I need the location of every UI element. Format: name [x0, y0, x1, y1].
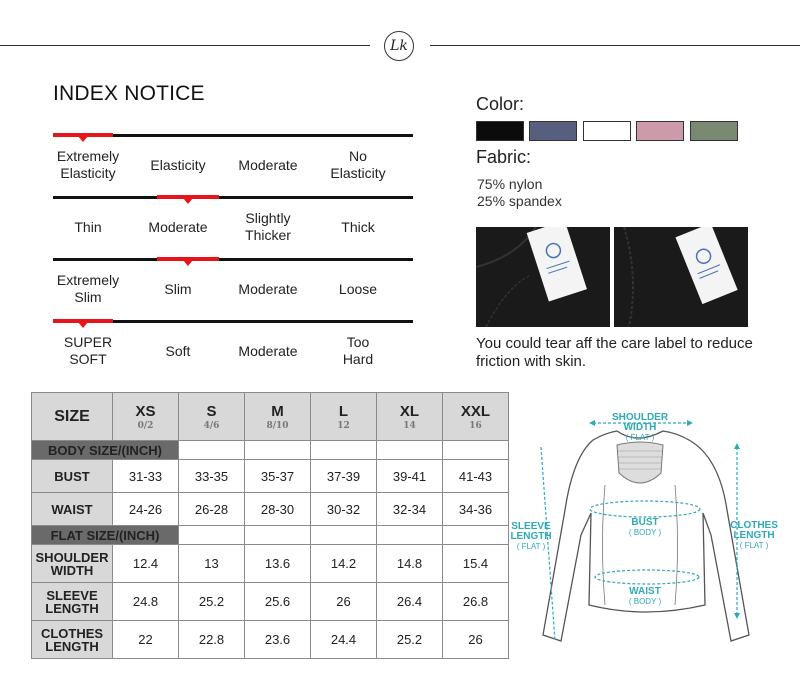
value-cell: 14.2 [311, 545, 377, 583]
empty-cell [443, 441, 509, 460]
shoulder-width-label: SHOULDER WIDTH ( FLAT ) [611, 412, 669, 442]
table-row [32, 493, 509, 526]
size-number: 12 [337, 420, 350, 431]
waist-label: WAIST ( BODY ) [628, 586, 662, 606]
color-swatch[interactable] [636, 121, 684, 141]
value-cell: 12.4 [113, 545, 179, 583]
empty-cell [245, 526, 311, 545]
value-cell: 26.4 [377, 583, 443, 621]
size-number: 4/6 [203, 420, 220, 431]
size-name: L [338, 402, 349, 420]
size-chart-table [31, 392, 509, 659]
value-cell: 26 [311, 583, 377, 621]
header-divider-right [430, 45, 800, 46]
value-cell: 25.2 [377, 621, 443, 659]
empty-cell [443, 526, 509, 545]
color-swatch[interactable] [690, 121, 738, 141]
fabric-nylon: 75% nylon [477, 176, 543, 192]
color-swatch[interactable] [529, 121, 577, 141]
index-option: Soft [165, 343, 191, 359]
color-label: Color: [476, 94, 525, 114]
table-header-row [32, 393, 509, 441]
value-cell: 22 [113, 621, 179, 659]
index-option: No Elasticity [330, 148, 386, 181]
value-cell: 37-39 [311, 460, 377, 493]
value-cell: 23.6 [245, 621, 311, 659]
section-row [32, 526, 509, 545]
value-cell: 24.4 [311, 621, 377, 659]
index-notice-title: INDEX NOTICE [53, 82, 205, 105]
empty-cell [311, 526, 377, 545]
index-option: Moderate [238, 281, 298, 297]
table-row [32, 545, 509, 583]
fabric-label: Fabric: [476, 147, 532, 167]
bust-label: BUST ( BODY ) [628, 517, 662, 537]
value-cell: 39-41 [377, 460, 443, 493]
care-label-photo-2 [614, 227, 748, 327]
measurement-diagram [505, 405, 795, 660]
index-scale-bar [53, 258, 413, 261]
index-option: Thin [74, 219, 102, 235]
index-option: Moderate [148, 219, 208, 235]
size-column-header [179, 393, 245, 441]
value-cell: 22.8 [179, 621, 245, 659]
index-selected-pointer [78, 322, 88, 328]
table-row [32, 460, 509, 493]
index-option: Elasticity [150, 157, 206, 173]
care-label-photo-1 [476, 227, 610, 327]
index-option: Moderate [238, 157, 298, 173]
size-column-header [113, 393, 179, 441]
row-label: SLEEVE LENGTH [32, 583, 113, 621]
index-option: Slightly Thicker [245, 210, 291, 243]
index-selected-pointer [78, 136, 88, 142]
empty-cell [179, 441, 245, 460]
header-divider-left [0, 45, 370, 46]
index-scale-bar [53, 320, 413, 323]
fabric-spandex: 25% spandex [477, 193, 562, 209]
section-header: FLAT SIZE/(INCH) [32, 526, 179, 545]
value-cell: 24.8 [113, 583, 179, 621]
table-row [32, 621, 509, 659]
value-cell: 14.8 [377, 545, 443, 583]
color-swatch[interactable] [583, 121, 631, 141]
value-cell: 25.6 [245, 583, 311, 621]
size-name: XS [135, 402, 156, 420]
value-cell: 26-28 [179, 493, 245, 526]
empty-cell [377, 441, 443, 460]
size-number: 16 [469, 420, 482, 431]
size-number: 0/2 [137, 420, 154, 431]
sleeve-length-label: SLEEVE LENGTH ( FLAT ) [510, 521, 552, 551]
row-label: WAIST [32, 493, 113, 526]
empty-cell [377, 526, 443, 545]
section-row [32, 441, 509, 460]
value-cell: 34-36 [443, 493, 509, 526]
value-cell: 31-33 [113, 460, 179, 493]
empty-cell [179, 526, 245, 545]
row-label: SHOULDER WIDTH [32, 545, 113, 583]
brand-logo: Lk [384, 31, 414, 61]
color-swatch[interactable] [476, 121, 524, 141]
size-number: 14 [403, 420, 416, 431]
size-column-header [311, 393, 377, 441]
empty-cell [245, 441, 311, 460]
value-cell: 28-30 [245, 493, 311, 526]
value-cell: 24-26 [113, 493, 179, 526]
value-cell: 13 [179, 545, 245, 583]
size-name: M [271, 402, 284, 420]
size-column-header [377, 393, 443, 441]
value-cell: 41-43 [443, 460, 509, 493]
value-cell: 33-35 [179, 460, 245, 493]
care-label-caption: You could tear aff the care label to reduce friction with skin. [476, 335, 753, 370]
index-option: Thick [341, 219, 375, 235]
table-row [32, 583, 509, 621]
index-option: SUPER SOFT [63, 334, 113, 367]
value-cell: 13.6 [245, 545, 311, 583]
empty-cell [311, 441, 377, 460]
index-selected-pointer [183, 260, 193, 266]
size-name: S [206, 402, 217, 420]
size-column-header [245, 393, 311, 441]
index-selected-pointer [183, 198, 193, 204]
value-cell: 25.2 [179, 583, 245, 621]
index-option: Moderate [238, 343, 298, 359]
clothes-length-label: CLOTHES LENGTH ( FLAT ) [730, 520, 778, 550]
index-option: Extremely Slim [56, 272, 120, 305]
value-cell: 26.8 [443, 583, 509, 621]
section-header: BODY SIZE/(INCH) [32, 441, 179, 460]
size-column-header [443, 393, 509, 441]
index-scale-bar [53, 196, 413, 199]
index-option: Extremely Elasticity [56, 148, 120, 181]
row-label: CLOTHES LENGTH [32, 621, 113, 659]
value-cell: 35-37 [245, 460, 311, 493]
value-cell: 32-34 [377, 493, 443, 526]
index-scale-bar [53, 134, 413, 137]
value-cell: 30-32 [311, 493, 377, 526]
size-name: XXL [460, 402, 491, 420]
value-cell: 15.4 [443, 545, 509, 583]
value-cell: 26 [443, 621, 509, 659]
size-number: 8/10 [266, 420, 289, 431]
index-option: Loose [338, 281, 378, 297]
size-header-cell: SIZE [32, 393, 113, 441]
index-option: Too Hard [342, 334, 374, 367]
size-name: XL [399, 402, 420, 420]
row-label: BUST [32, 460, 113, 493]
index-option: Slim [164, 281, 192, 297]
